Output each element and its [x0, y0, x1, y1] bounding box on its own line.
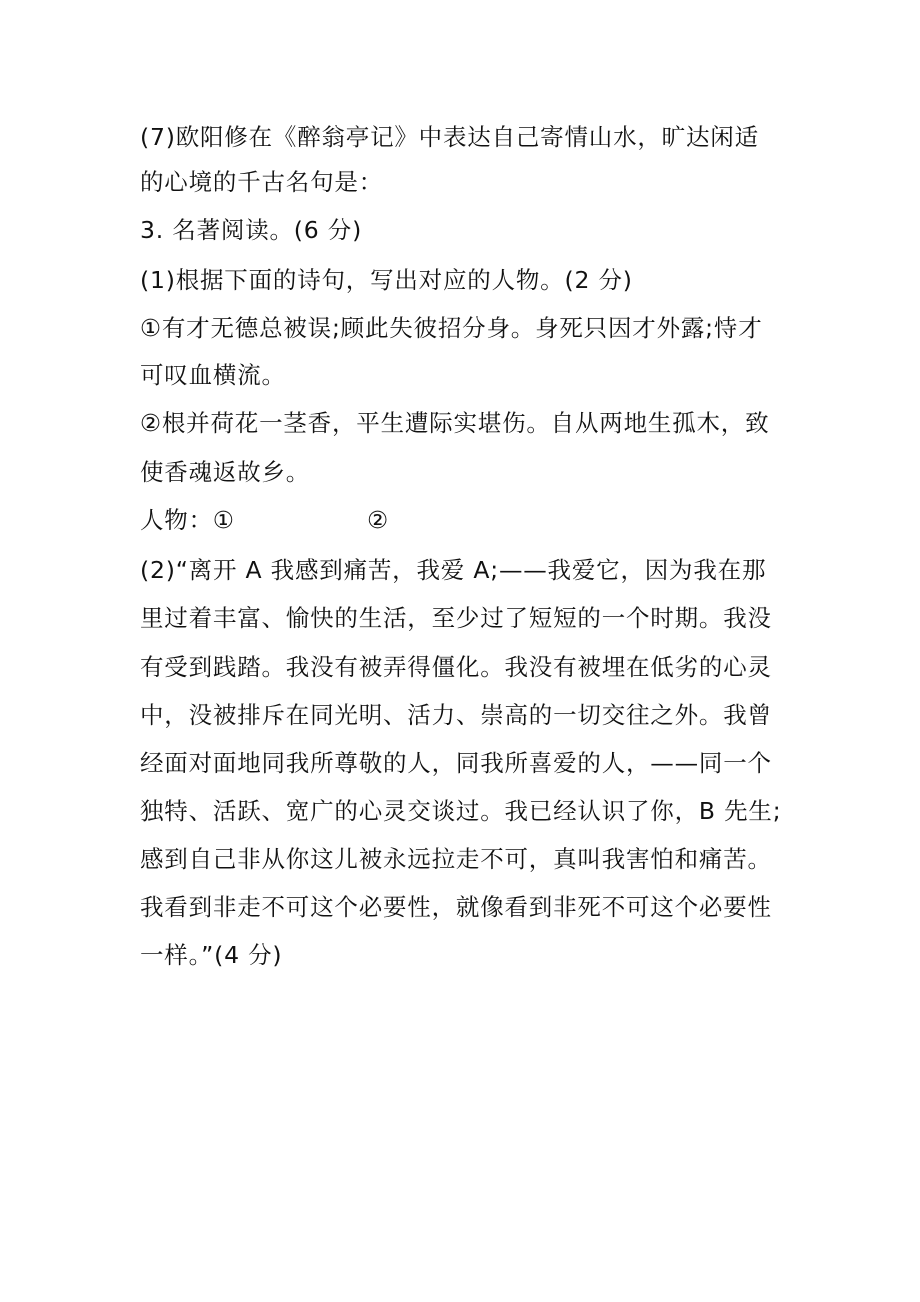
poem-1-line-1: ①有才无德总被误;顾此失彼招分身。身死只因才外露;恃才	[140, 314, 763, 342]
question-7-line-2: 的心境的千古名句是：	[140, 168, 383, 196]
subquestion-2-line-1: (2)“离开 A 我感到痛苦，我爱 A;——我爱它，因为我在那	[140, 556, 767, 584]
poem-2-line-1: ②根并荷花一茎香，平生遭际实堪伤。自从两地生孤木，致	[140, 409, 770, 437]
subquestion-2-line-8: 我看到非走不可这个必要性，就像看到非死不可这个必要性	[140, 893, 772, 921]
subquestion-2-line-3: 有受到践踏。我没有被弄得僵化。我没有被埋在低劣的心灵	[140, 653, 772, 681]
subquestion-2-line-7: 感到自己非从你这儿被永远拉走不可，真叫我害怕和痛苦。	[140, 845, 772, 873]
subquestion-2-line-5: 经面对面地同我所尊敬的人，同我所喜爱的人，——同一个	[140, 749, 772, 777]
subquestion-2-line-9: 一样。”(4 分)	[140, 941, 283, 969]
question-7-line-1: (7)欧阳修在《醉翁亭记》中表达自己寄情山水，旷达闲适	[140, 123, 759, 151]
poem-2-line-2: 使香魂返故乡。	[140, 458, 311, 486]
subquestion-2-line-2: 里过着丰富、愉快的生活，至少过了短短的一个时期。我没	[140, 604, 772, 632]
character-answer-line: 人物：① ②	[140, 506, 389, 534]
subquestion-2-line-6: 独特、活跃、宽广的心灵交谈过。我已经认识了你，B 先生;	[140, 797, 782, 825]
section-3-heading: 3. 名著阅读。(6 分)	[140, 216, 363, 244]
subquestion-2-line-4: 中，没被排斥在同光明、活力、崇高的一切交往之外。我曾	[140, 701, 772, 729]
subquestion-1-prompt: (1)根据下面的诗句，写出对应的人物。(2 分)	[140, 266, 633, 294]
poem-1-line-2: 可叹血横流。	[140, 361, 286, 389]
